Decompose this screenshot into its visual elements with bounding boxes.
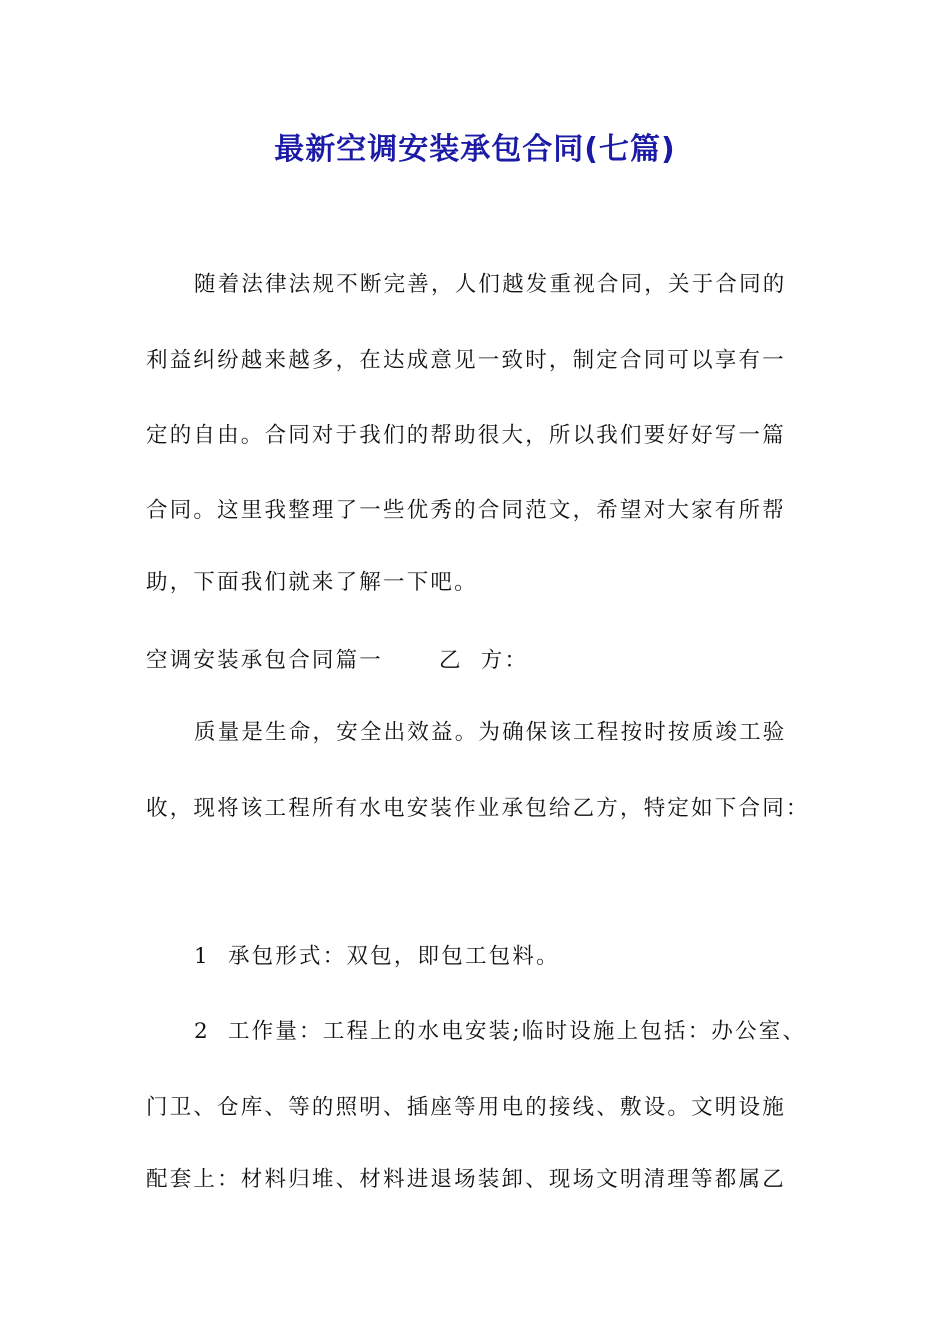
party-b-label: 乙 方： — [439, 648, 529, 673]
intro-line-1: 随着法律法规不断完善，人们越发重视合同，关于合同的 — [194, 272, 787, 297]
intro-line-2: 利益纠纷越来越多，在达成意见一致时，制定合同可以享有一 — [146, 348, 786, 373]
document-title: 最新空调安装承包合同(七篇) — [274, 132, 676, 167]
section-heading: 空调安装承包合同篇一 — [146, 648, 384, 673]
clause-1: 1 承包形式：双包，即包工包料。 — [194, 944, 560, 969]
intro-line-4: 合同。这里我整理了一些优秀的合同范文，希望对大家有所帮 — [146, 498, 786, 523]
section-heading-row — [146, 646, 806, 676]
quality-line-1: 质量是生命，安全出效益。为确保该工程按时按质竣工验 — [194, 720, 787, 745]
clause-2-line-1: 2 工作量：工程上的水电安装;临时设施上包括：办公室、 — [194, 1019, 807, 1044]
intro-line-3: 定的自由。合同对于我们的帮助很大，所以我们要好好写一篇 — [146, 423, 786, 448]
clause-2-line-3: 配套上：材料归堆、材料进退场装卸、现场文明清理等都属乙 — [146, 1167, 786, 1192]
clause-2-line-2: 门卫、仓库、等的照明、插座等用电的接线、敷设。文明设施 — [146, 1095, 786, 1120]
quality-line-2: 收，现将该工程所有水电安装作业承包给乙方，特定如下合同： — [146, 796, 810, 821]
intro-line-5: 助，下面我们就来了解一下吧。 — [146, 570, 478, 595]
